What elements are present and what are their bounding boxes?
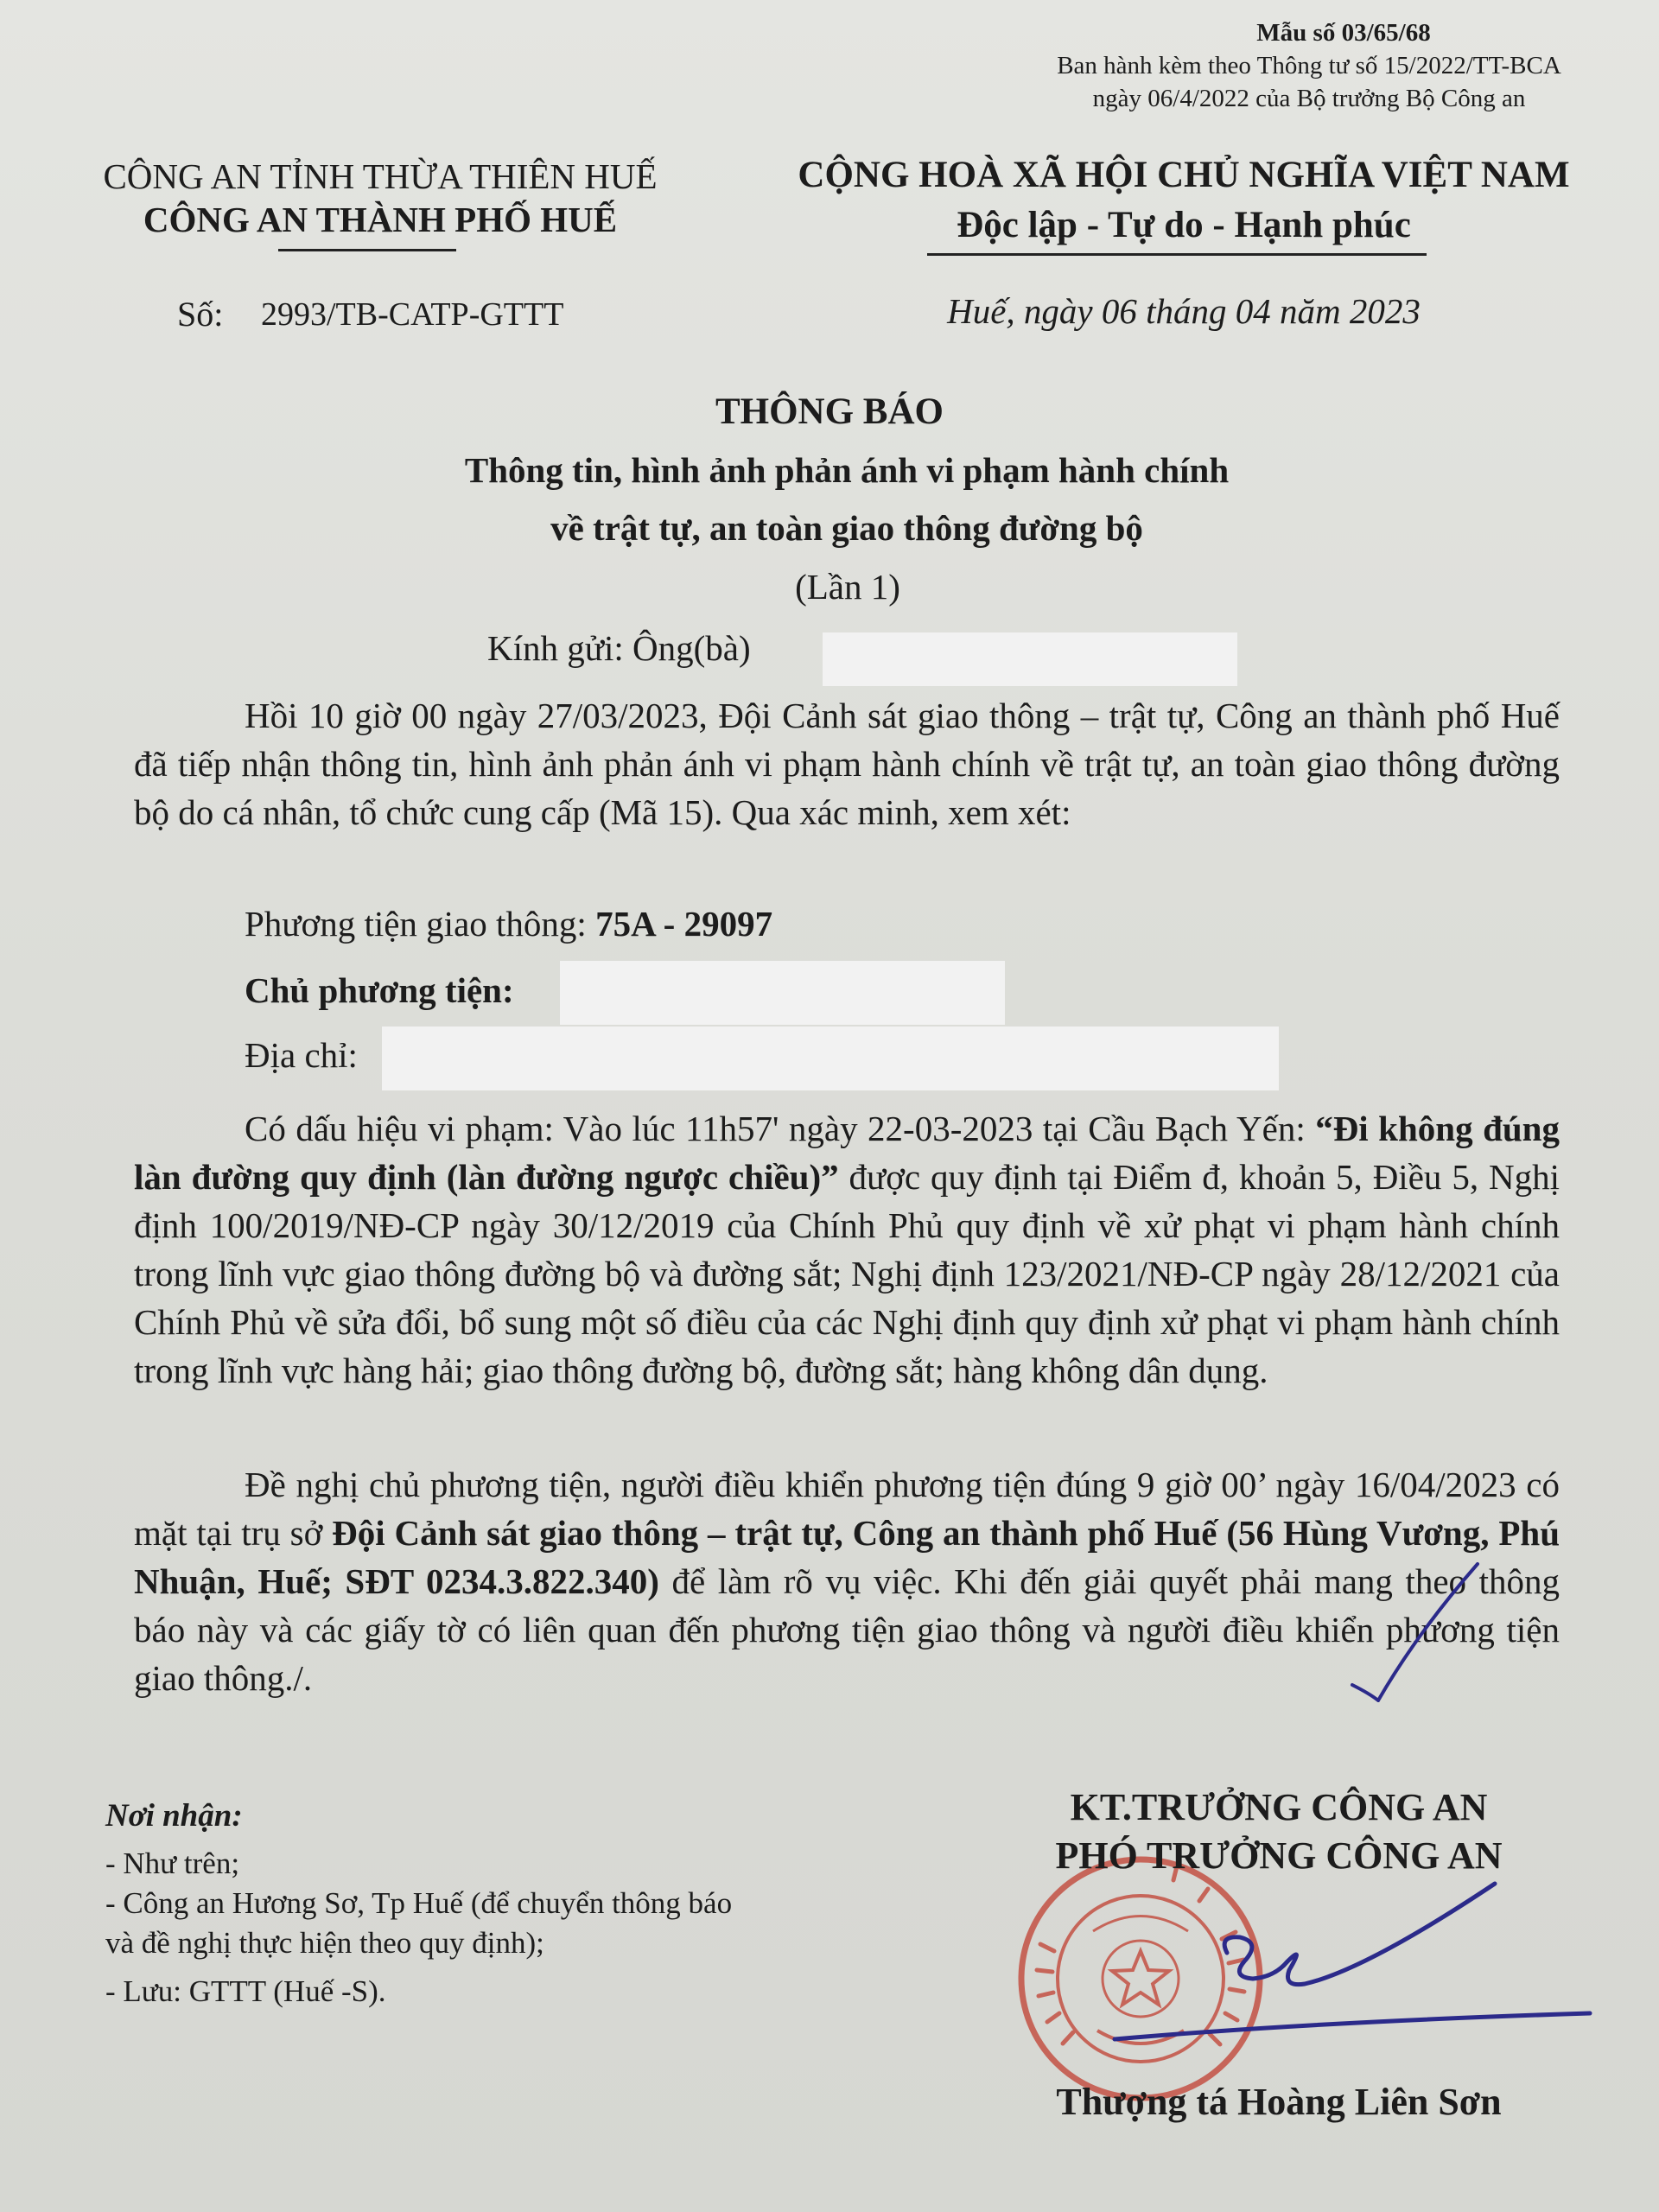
signature-title-line-1: KT.TRƯỞNG CÔNG AN — [1070, 1786, 1488, 1828]
summons-instructions: để làm rõ vụ việc. Khi đến giải quyết phải mang theo thông báo này và các giấy tờ có liên quan đến phương tiện giao thông và người điều khiển phương tiện giao thông./. — [134, 1561, 1560, 1698]
document-number-label: Số: — [177, 295, 224, 334]
form-issued-line-2: ngày 06/4/2022 của Bộ trưởng Bộ Công an — [1092, 85, 1526, 112]
paragraph-receipt — [134, 691, 1560, 836]
recipient-item: - Công an Hương Sơ, Tp Huế (để chuyển thông báo — [105, 1886, 733, 1920]
national-motto: Độc lập - Tự do - Hạnh phúc — [957, 205, 1411, 245]
document-subtitle-line-2: về trật tự, an toàn giao thông đường bộ — [550, 508, 1143, 548]
signer-name: Thượng tá Hoàng Liên Sơn — [1056, 2081, 1502, 2123]
redacted-address — [382, 1027, 1279, 1090]
agency-underline — [278, 249, 456, 251]
recipients-title: Nơi nhận: — [105, 1798, 243, 1834]
redacted-owner-name — [560, 961, 1005, 1025]
motto-underline — [927, 253, 1427, 256]
violation-intro: Có dấu hiệu vi phạm: Vào lúc 11h57' ngày 22-03-2023 tại Cầu Bạch Yến: — [245, 1109, 1306, 1148]
handwritten-tick-mark — [1348, 1555, 1486, 1702]
form-issued-line-1: Ban hành kèm theo Thông tư số 15/2022/TT-BCA — [1057, 52, 1561, 79]
addressee-label: Kính gửi: Ông(bà) — [487, 628, 751, 668]
national-title: CỘNG HOÀ XÃ HỘI CHỦ NGHĨA VIỆT NAM — [798, 155, 1570, 195]
recipient-item: và đề nghị thực hiện theo quy định); — [105, 1926, 544, 1960]
document-subtitle-line-1: Thông tin, hình ảnh phản ánh vi phạm hành chính — [464, 450, 1230, 490]
owner-label: Chủ phương tiện: — [245, 970, 514, 1010]
vehicle-label: Phương tiện giao thông: — [245, 904, 587, 944]
paragraph-violation — [134, 1104, 1560, 1395]
paragraph-summons — [134, 1460, 1560, 1702]
recipient-item: - Lưu: GTTT (Huế -S). — [105, 1974, 386, 2008]
signature-title-line-2: PHÓ TRƯỞNG CÔNG AN — [1055, 1834, 1503, 1877]
address-label: Địa chỉ: — [245, 1035, 358, 1075]
vehicle-field — [245, 903, 772, 944]
document-number: 2993/TB-CATP-GTTT — [261, 296, 564, 333]
owner-field — [245, 969, 514, 1011]
paragraph-receipt-text: Hồi 10 giờ 00 ngày 27/03/2023, Đội Cảnh sát giao thông – trật tự, Công an thành phố Huế đã tiếp nhận thông tin, hình ảnh phản ánh vi phạm hành chính về trật tự, an toàn giao thông đường bộ do cá nhân, tổ chức cung cấp (Mã 15). Qua xác minh, xem xét: — [134, 696, 1560, 832]
parent-agency: CÔNG AN TỈNH THỪA THIÊN HUẾ — [103, 156, 658, 196]
document-title: THÔNG BÁO — [715, 391, 944, 432]
summons-intro: Đề nghị chủ phương tiện, người điều khiển phương tiện đúng 9 giờ 00’ ngày 16/04/2023 có mặt tại trụ sở — [134, 1465, 1560, 1553]
summons-location: Đội Cảnh sát giao thông – trật tự, Công an thành phố Huế (56 Hùng Vương, Phú Nhuận, Huế; SĐT 0234.3.822.340) — [134, 1513, 1560, 1601]
recipient-item: - Như trên; — [105, 1847, 240, 1880]
address-field — [245, 1034, 358, 1076]
violation-description: “Đi không đúng làn đường quy định (làn đường ngược chiều)” — [134, 1109, 1560, 1197]
redacted-addressee-name — [823, 632, 1237, 686]
form-number: Mẫu số 03/65/68 — [1256, 19, 1431, 47]
vehicle-plate: 75A - 29097 — [595, 904, 773, 944]
place-date: Huế, ngày 06 tháng 04 năm 2023 — [947, 291, 1421, 331]
issuing-agency: CÔNG AN THÀNH PHỐ HUẾ — [143, 200, 618, 239]
handwritten-signature — [1089, 1875, 1607, 2048]
notice-attempt: (Lần 1) — [795, 567, 900, 607]
violation-legal-basis: được quy định tại Điểm đ, khoản 5, Điều 5, Nghị định 100/2019/NĐ-CP ngày 30/12/2019 của Chính Phủ quy định về xử phạt vi phạm hành chính trong lĩnh vực giao thông đường bộ và đường sắt; Nghị định 123/2021/NĐ-CP ngày 28/12/2021 của Chính Phủ về sửa đổi, bổ sung một số điều của các Nghị định quy định xử phạt vi phạm hành chính trong lĩnh vực hàng hải; giao thông đường bộ, đường sắt; hàng không dân dụng. — [134, 1157, 1560, 1390]
